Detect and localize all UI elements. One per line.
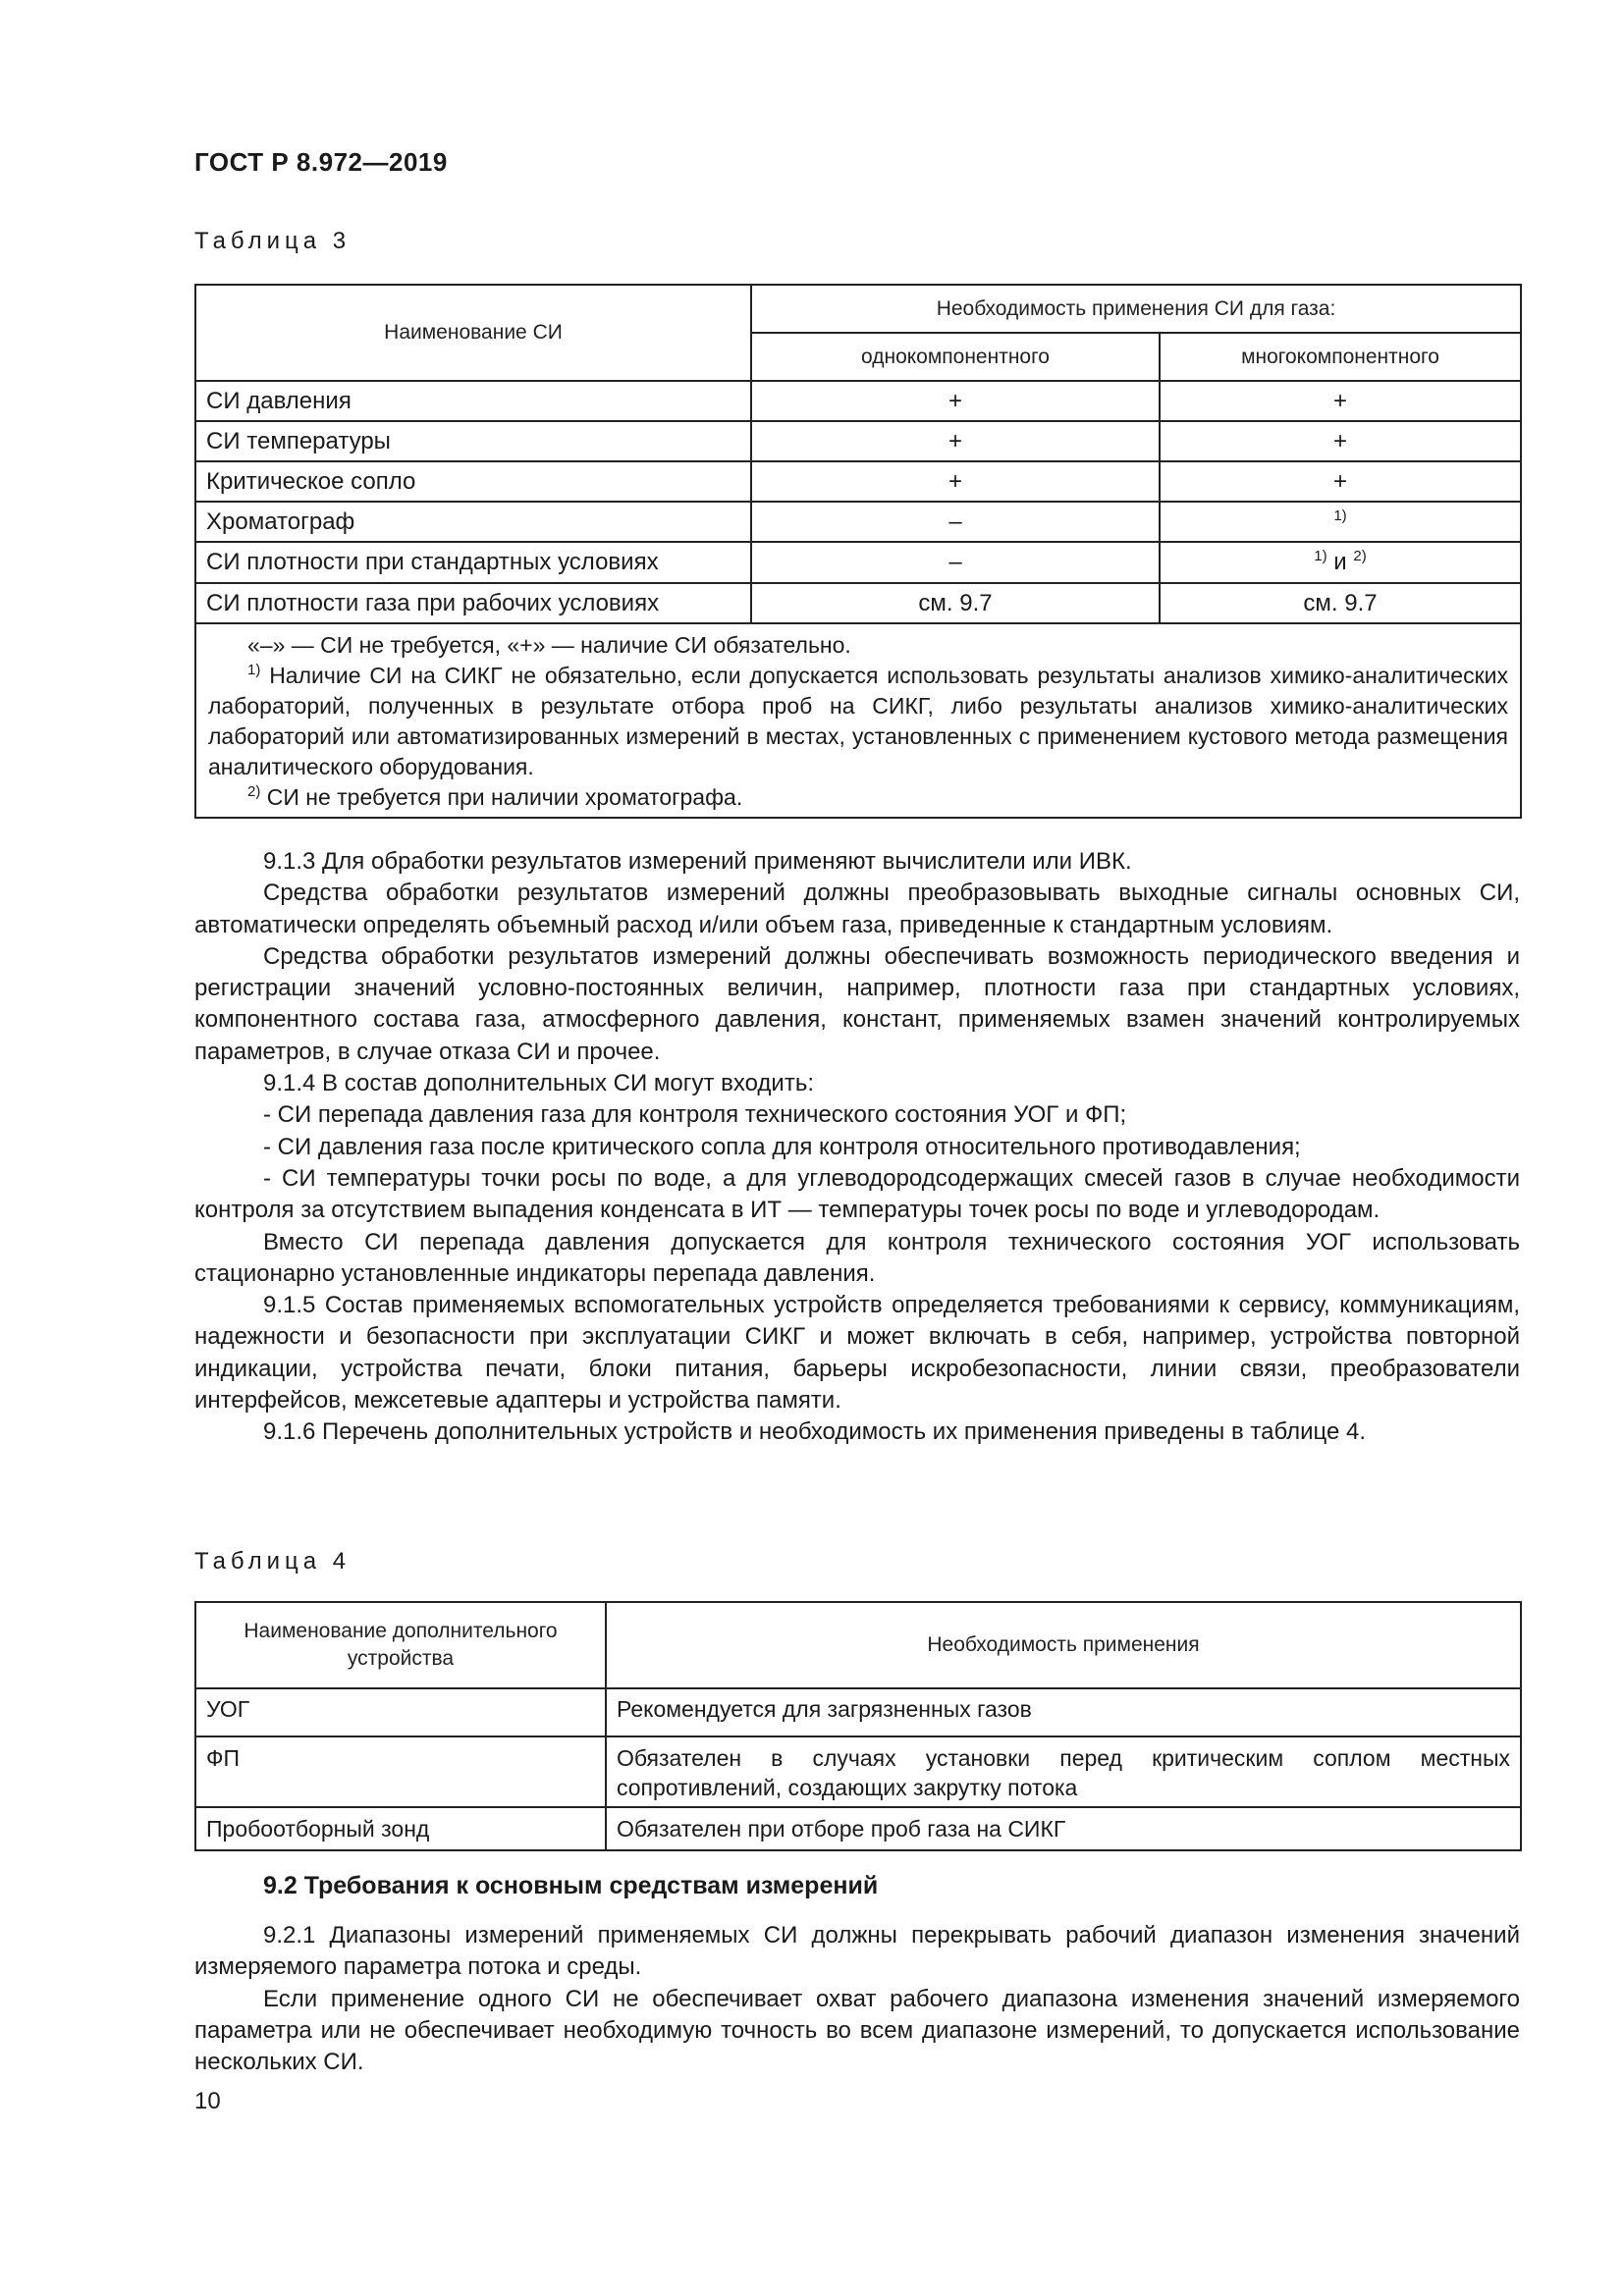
footnote-ref: 2) — [1353, 548, 1367, 564]
page-header: ГОСТ Р 8.972—2019 — [194, 147, 448, 177]
table-cell: + — [1160, 421, 1521, 461]
table-cell — [1160, 542, 1521, 583]
table-row — [195, 583, 1521, 623]
table-cell: ФП — [195, 1736, 606, 1807]
table-cell: + — [1160, 381, 1521, 421]
paragraph: 9.2.1 Диапазоны измерений применяемых СИ должны перекрывать рабочий диапазон изменения значений измеряемого параметра потока и среды. — [194, 1922, 1520, 1981]
table-4 — [194, 1601, 1522, 1851]
paragraph: 9.1.6 Перечень дополнительных устройств и необходимость их применения приведены в таблице 4. — [263, 1418, 1367, 1446]
list-item: - СИ температуры точки росы по воде, а для углеводородсодержащих смесей газов в случае необходимости контроля за отсутствием выпадения конденсата в ИТ — температуры точек росы по воде и углеводородам. — [194, 1164, 1520, 1224]
note-2 — [208, 782, 1508, 813]
paragraph: 9.1.4 В состав дополнительных СИ могут входить: — [263, 1070, 814, 1097]
table-cell: СИ плотности газа при рабочих условиях — [195, 583, 751, 623]
footnote-ref: 1) — [1333, 507, 1347, 524]
table-cell — [1160, 502, 1521, 542]
table-3 — [194, 284, 1522, 819]
table-cell: СИ давления — [195, 381, 751, 421]
table-3-header-group: Необходимость применения СИ для газа: — [751, 285, 1521, 333]
table-cell: Рекомендуется для загрязненных газов — [606, 1688, 1521, 1736]
table-cell: + — [751, 381, 1160, 421]
note-1 — [208, 661, 1508, 782]
table-cell: УОГ — [195, 1688, 606, 1736]
table-cell: + — [751, 461, 1160, 502]
note-1-text: Наличие СИ на СИКГ не обязательно, если допускается использовать результаты анализов химико-аналитических лабораторий, полученных в результате отбора проб на СИКГ, либо результаты анализов химико-аналитических лабораторий или автоматизированных измерений в местах, установленных с применением кустового метода размещения аналитического оборудования. — [208, 663, 1509, 779]
section-title: 9.2 Требования к основным средствам измерений — [263, 1872, 879, 1899]
conjunction: и — [1326, 549, 1354, 575]
footnote-mark: 2) — [247, 783, 261, 800]
note-2-text: СИ не требуется при наличии хроматографа. — [260, 784, 743, 810]
paragraph: Вместо СИ перепада давления допускается для контроля технического состояния УОГ использовать стационарно установленные индикаторы перепада давления. — [194, 1228, 1520, 1287]
footnote-ref: 1) — [1314, 548, 1327, 564]
table-row — [195, 542, 1521, 583]
table-row — [195, 461, 1521, 502]
paragraph: Средства обработки результатов измерений должны обеспечивать возможность периодического введения и регистрации значений условно-постоянных величин, например, плотности газа при стандартных условиях, компонентного состава газа, атмосферного давления, констант, применяемых взамен значений контролируемых параметров, в случае отказа СИ и прочее. — [194, 942, 1520, 1065]
table-cell: см. 9.7 — [751, 583, 1160, 623]
table-cell: Пробоотборный зонд — [195, 1807, 606, 1850]
table-row — [195, 1688, 1521, 1736]
table-row — [195, 1807, 1521, 1850]
table-row — [195, 502, 1521, 542]
table-cell: см. 9.7 — [1160, 583, 1521, 623]
table-cell: Обязателен при отборе проб газа на СИКГ — [606, 1807, 1521, 1850]
table-3-header-name: Наименование СИ — [195, 285, 751, 381]
table-3-caption: Таблица 3 — [194, 228, 352, 254]
table-3-header-multi: многокомпонентного — [1160, 333, 1521, 381]
table-cell: Обязателен в случаях установки перед критическим соплом местных сопротивлений, создающих закрутку потока — [606, 1736, 1521, 1807]
table-row — [195, 421, 1521, 461]
table-row — [195, 381, 1521, 421]
list-item: - СИ перепада давления газа для контроля технического состояния УОГ и ФП; — [263, 1101, 1127, 1129]
table-4-caption: Таблица 4 — [194, 1548, 352, 1575]
table-4-header-name: Наименование дополнительного устройства — [195, 1602, 606, 1688]
table-cell: – — [751, 542, 1160, 583]
page-number: 10 — [194, 2088, 221, 2114]
table-cell: СИ температуры — [195, 421, 751, 461]
table-cell: + — [1160, 461, 1521, 502]
list-item: - СИ давления газа после критического сопла для контроля относительного противодавления; — [263, 1133, 1301, 1160]
table-cell: – — [751, 502, 1160, 542]
table-4-header-need: Необходимость применения — [606, 1602, 1521, 1688]
table-cell: Критическое сопло — [195, 461, 751, 502]
note-legend: «–» — СИ не требуется, «+» — наличие СИ обязательно. — [247, 632, 851, 658]
table-cell: Хроматограф — [195, 502, 751, 542]
table-cell: + — [751, 421, 1160, 461]
footnote-mark: 1) — [247, 662, 261, 678]
body-section-9-2 — [194, 1920, 1520, 2078]
paragraph: 9.1.3 Для обработки результатов измерений применяют вычислители или ИВК. — [263, 848, 1132, 875]
table-3-header-single: однокомпонентного — [751, 333, 1160, 381]
paragraph: 9.1.5 Состав применяемых вспомогательных устройств определяется требованиями к сервису, коммуникациям, надежности и безопасности при эксплуатации СИКГ и может включать в себя, например, устройства повторной индикации, устройства печати, блоки питания, барьеры искробезопасности, линии связи, преобразователи интерфейсов, межсетевые адаптеры и устройства памяти. — [194, 1292, 1520, 1415]
table-3-notes — [195, 623, 1521, 818]
paragraph: Если применение одного СИ не обеспечивает охват рабочего диапазона изменения значений измеряемого параметра или не обеспечивает необходимую точность во всем диапазоне измерений, то допускается использование нескольких СИ. — [194, 1985, 1520, 2076]
table-row — [195, 1736, 1521, 1807]
body-section-9-1 — [194, 846, 1520, 1449]
paragraph: Средства обработки результатов измерений должны преобразовывать выходные сигналы основных СИ, автоматически определять объемный расход и/или объем газа, приведенные к стандартным условиям. — [194, 880, 1520, 938]
table-cell: СИ плотности при стандартных условиях — [195, 542, 751, 583]
